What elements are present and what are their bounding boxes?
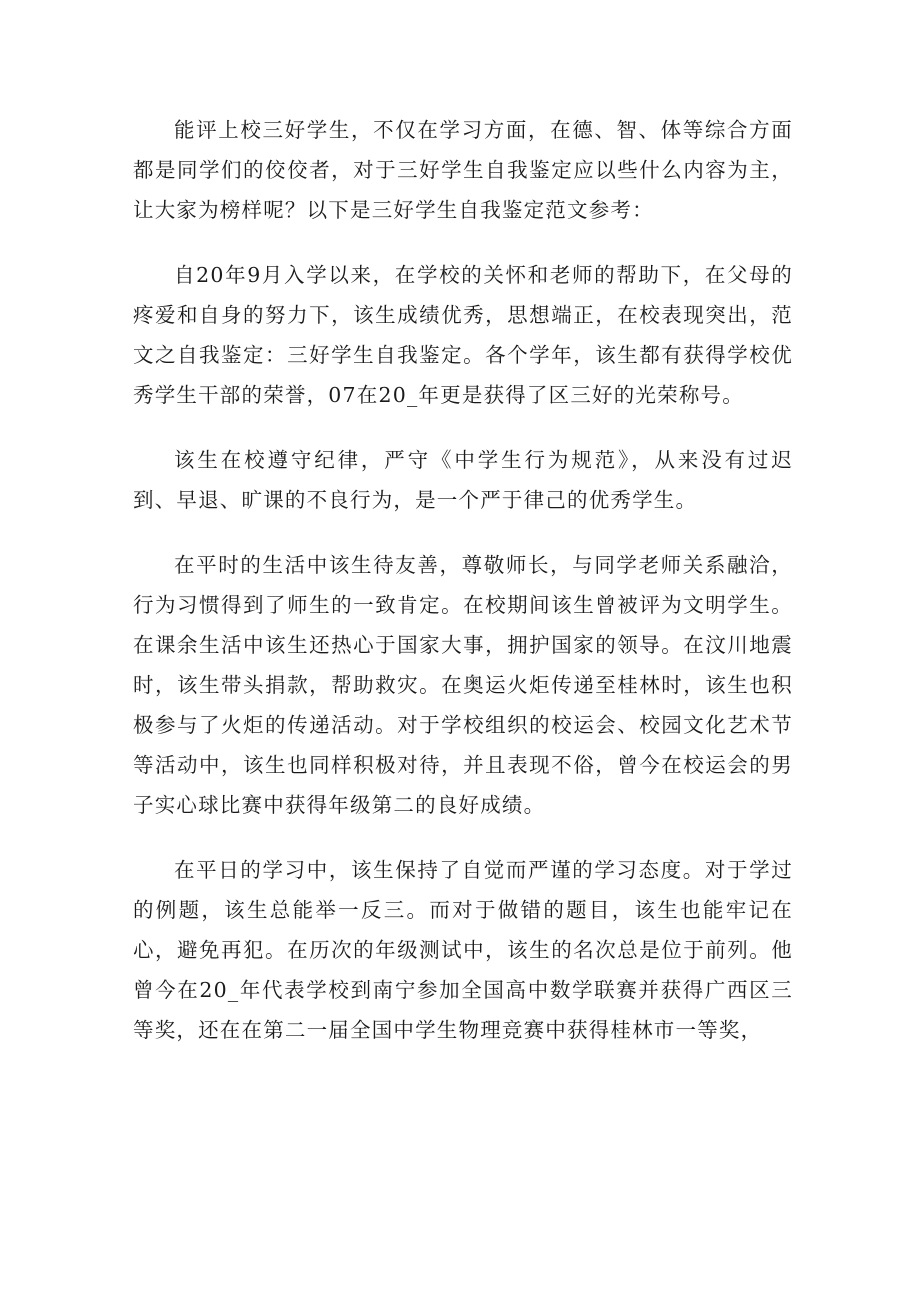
document-body <box>133 110 793 1050</box>
life-paragraph: 在平时的生活中该生待友善，尊敬师长，与同学老师关系融洽，行为习惯得到了师生的一致肯定。在校期间该生曾被评为文明学生。在课余生活中该生还热心于国家大事，拥护国家的领导。在汶川地震时，该生带头捐款，帮助救灾。在奥运火炬传递至桂林时，该生也积极参与了火炬的传递活动。对于学校组织的校运会、校园文化艺术节等活动中，该生也同样积极对待，并且表现不俗，曾今在校运会的男子实心球比赛中获得年级第二的良好成绩。 <box>133 553 793 817</box>
discipline-paragraph: 该生在校遵守纪律，严守《中学生行为规范》，从来没有过迟到、早退、旷课的不良行为，是一个严于律己的优秀学生。 <box>133 448 793 512</box>
study-paragraph: 在平日的学习中，该生保持了自觉而严谨的学习态度。对于学过的例题，该生总能举一反三。而对于做错的题目，该生也能牢记在心，避免再犯。在历次的年级测试中，该生的名次总是位于前列。他曾今在20_年代表学校到南宁参加全国高中数学联赛并获得广西区三等奖，还在在第二一届全国中学生物理竞赛中获得桂林市一等奖， <box>133 858 793 1042</box>
intro-paragraph: 能评上校三好学生，不仅在学习方面，在德、智、体等综合方面都是同学们的佼佼者，对于三好学生自我鉴定应以些什么内容为主，让大家为榜样呢？以下是三好学生自我鉴定范文参考： <box>133 118 793 222</box>
enrollment-paragraph: 自20年9月入学以来，在学校的关怀和老师的帮助下，在父母的疼爱和自身的努力下，该生成绩优秀，思想端正，在校表现突出，范文之自我鉴定：三好学生自我鉴定。各个学年，该生都有获得学校优秀学生干部的荣誉，07在20_年更是获得了区三好的光荣称号。 <box>133 263 793 407</box>
